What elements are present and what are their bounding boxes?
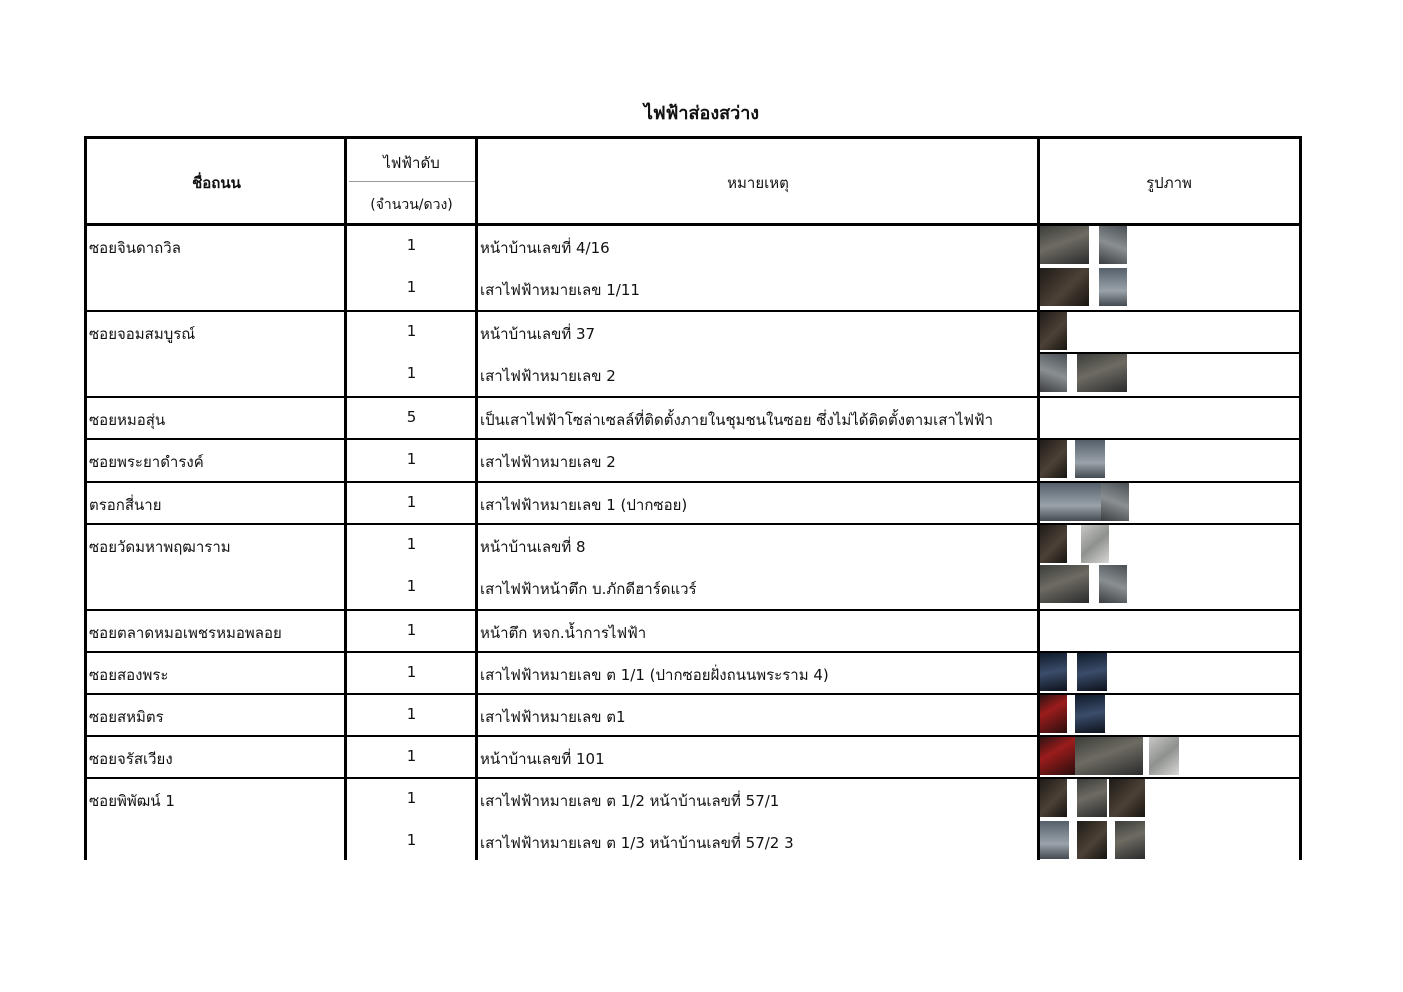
photo-thumbnail	[1077, 354, 1127, 392]
photo-thumbnail	[1039, 312, 1067, 350]
header-broken-unit: (จำนวน/ดวง)	[370, 197, 453, 213]
header-note: หมายเหตุ	[727, 174, 789, 192]
table-row	[87, 440, 1299, 481]
header-broken: ไฟฟ้าดับ	[383, 154, 440, 172]
photo-thumbnail	[1115, 821, 1145, 859]
column-divider	[475, 139, 478, 860]
note-text: หน้าบ้านเลขที่ 37	[480, 325, 596, 343]
table-row	[87, 312, 1299, 396]
note-text: หน้าบ้านเลขที่ 8	[480, 538, 586, 556]
photo-thumbnail	[1039, 737, 1075, 775]
note-text: เสาไฟฟ้าหมายเลข ต1	[480, 708, 626, 726]
broken-count: 1	[406, 322, 417, 340]
photo-thumbnail	[1109, 779, 1145, 817]
photo-thumbnail	[1101, 483, 1129, 521]
broken-count: 1	[406, 236, 417, 254]
broken-count: 1	[406, 789, 417, 807]
table-row	[87, 398, 1299, 438]
header-photo-cell	[1039, 139, 1299, 223]
photo-thumbnail	[1077, 821, 1107, 859]
table-row	[87, 611, 1299, 651]
street-name: ซอยจรัสเวียง	[89, 750, 173, 768]
note-text: เสาไฟฟ้าหมายเลข ต 1/3 หน้าบ้านเลขที่ 57/2 3	[480, 834, 794, 852]
table-row	[87, 653, 1299, 693]
street-name: ซอยวัดมหาพฤฒาราม	[89, 538, 231, 556]
broken-count: 1	[406, 450, 417, 468]
street-name: ซอยจินดาถวิล	[89, 239, 181, 257]
street-name: ซอยจอมสมบูรณ์	[89, 325, 196, 343]
broken-count: 1	[406, 364, 417, 382]
photo-thumbnail	[1075, 440, 1105, 478]
photo-thumbnail	[1039, 525, 1067, 563]
table-row	[87, 525, 1299, 609]
photo-thumbnail	[1039, 483, 1101, 521]
broken-count: 1	[406, 831, 417, 849]
note-text: เป็นเสาไฟฟ้าโซล่าเซลล์ที่ติดตั้งภายในชุมชนในซอย ซึ่งไม่ได้ติดตั้งตามเสาไฟฟ้า	[480, 411, 994, 429]
street-name: ซอยพิพัฒน์ 1	[89, 792, 175, 810]
broken-count: 1	[406, 705, 417, 723]
table-row	[87, 695, 1299, 735]
broken-count: 1	[406, 278, 417, 296]
note-text: หน้าบ้านเลขที่ 4/16	[480, 239, 610, 257]
note-text: หน้าบ้านเลขที่ 101	[480, 750, 605, 768]
broken-count: 5	[406, 408, 417, 426]
street-name: ซอยหมอสุ่น	[89, 411, 166, 429]
broken-count: 1	[406, 747, 417, 765]
header-street-cell	[87, 139, 346, 223]
photo-thumbnail	[1039, 354, 1067, 392]
broken-count: 1	[406, 663, 417, 681]
broken-count: 1	[406, 577, 417, 595]
photo-thumbnail	[1099, 565, 1127, 603]
photo-thumbnail	[1099, 268, 1127, 306]
column-divider	[344, 139, 347, 860]
table-header	[87, 139, 1299, 223]
column-divider	[1037, 139, 1040, 860]
photo-thumbnail	[1149, 737, 1179, 775]
photo-thumbnail	[1039, 695, 1067, 733]
photo-thumbnail	[1039, 268, 1089, 306]
page-title: ไฟฟ้าส่องสว่าง	[643, 103, 760, 124]
broken-count: 1	[406, 493, 417, 511]
street-light-table	[84, 136, 1302, 860]
header-divider	[349, 181, 477, 182]
street-name: ซอยพระยาดำรงค์	[89, 453, 204, 471]
table-row	[87, 226, 1299, 310]
header-photo: รูปภาพ	[1146, 174, 1192, 192]
photo-thumbnail	[1039, 565, 1089, 603]
note-text: เสาไฟฟ้าหมายเลข ต 1/1 (ปากซอยฝั่งถนนพระราม 4)	[480, 666, 829, 684]
table-row	[87, 779, 1299, 860]
photo-thumbnail	[1039, 226, 1089, 264]
photo-thumbnail	[1039, 779, 1067, 817]
photo-thumbnail	[1081, 525, 1109, 563]
broken-count: 1	[406, 621, 417, 639]
note-text: เสาไฟฟ้าหมายเลข 1/11	[480, 281, 640, 299]
header-street: ชื่อถนน	[192, 174, 241, 192]
note-text: เสาไฟฟ้าหน้าตึก บ.ภักดีฮาร์ดแวร์	[480, 580, 697, 598]
photo-thumbnail	[1075, 737, 1143, 775]
photo-thumbnail	[1099, 226, 1127, 264]
header-note-cell	[477, 139, 1039, 223]
street-name: ซอยตลาดหมอเพชรหมอพลอย	[89, 624, 282, 642]
photo-thumbnail	[1039, 821, 1069, 859]
note-text: เสาไฟฟ้าหมายเลข 2	[480, 367, 616, 385]
photo-thumbnail	[1039, 653, 1067, 691]
street-name: ซอยสองพระ	[89, 666, 169, 684]
photo-thumbnail	[1077, 779, 1107, 817]
note-text: เสาไฟฟ้าหมายเลข 1 (ปากซอย)	[480, 496, 688, 514]
street-name: ซอยสหมิตร	[89, 708, 164, 726]
photo-thumbnail	[1077, 653, 1107, 691]
note-text: เสาไฟฟ้าหมายเลข ต 1/2 หน้าบ้านเลขที่ 57/1	[480, 792, 780, 810]
table-row	[87, 483, 1299, 523]
note-text: เสาไฟฟ้าหมายเลข 2	[480, 453, 616, 471]
note-text: หน้าตึก หจก.น้ำการไฟฟ้า	[480, 624, 647, 642]
broken-count: 1	[406, 535, 417, 553]
photo-thumbnail	[1039, 440, 1067, 478]
photo-thumbnail	[1075, 695, 1105, 733]
street-name: ตรอกสี่นาย	[89, 496, 162, 514]
table-row	[87, 737, 1299, 777]
header-broken-cell	[346, 139, 477, 223]
